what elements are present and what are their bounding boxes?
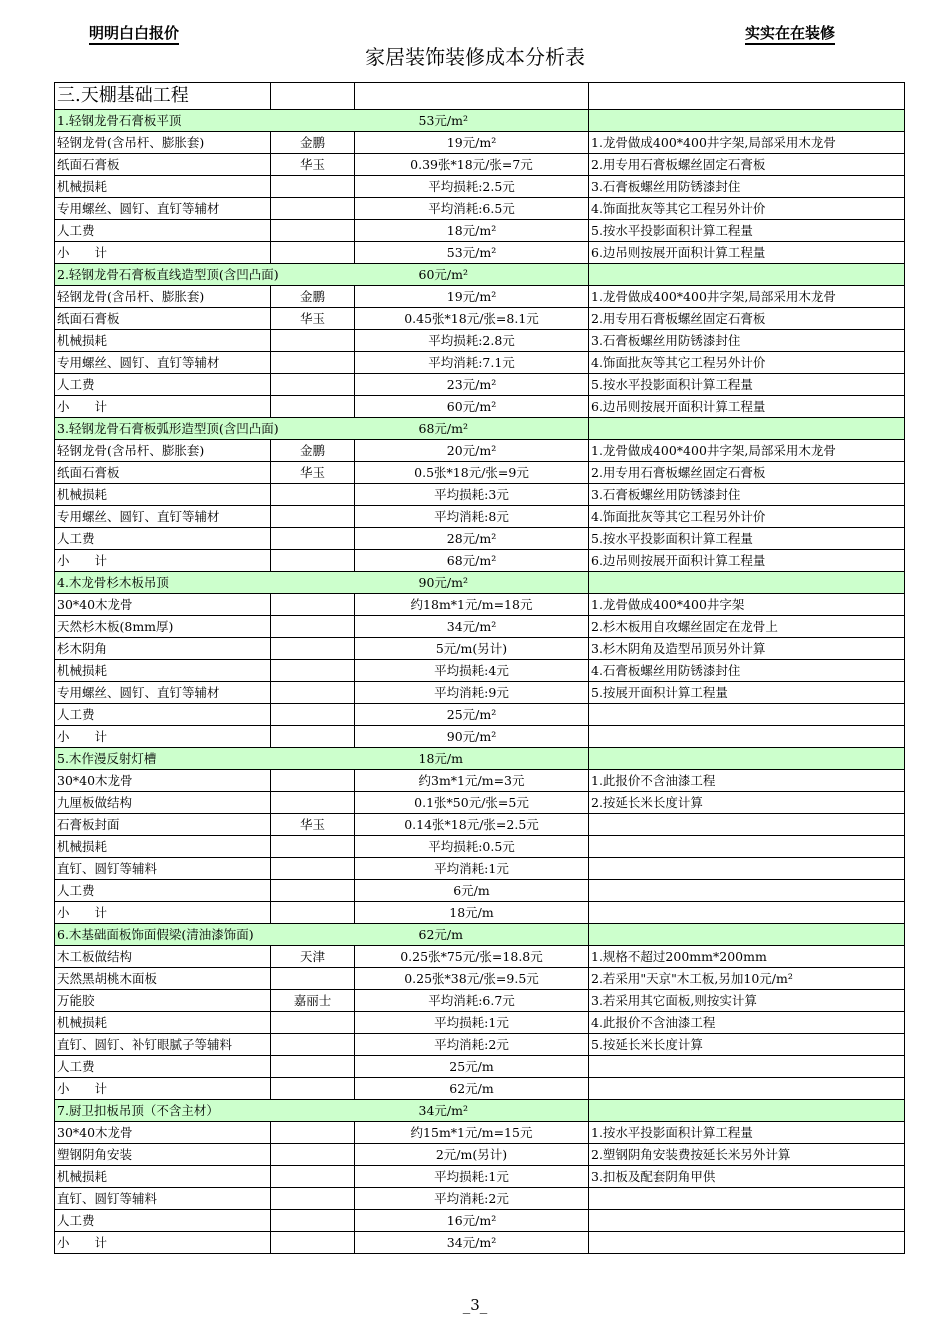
item-cell: 人工费 — [55, 704, 271, 726]
note-cell — [589, 836, 905, 858]
table-row — [55, 880, 905, 902]
quantity-cell: 平均消耗:2元 — [355, 1188, 589, 1210]
group-header-row — [55, 110, 905, 132]
brand-cell — [271, 330, 355, 352]
group-note-blank — [589, 418, 905, 440]
item-cell: 天然杉木板(8mm厚) — [55, 616, 271, 638]
note-cell: 1.龙骨做成400*400井字架,局部采用木龙骨 — [589, 132, 905, 154]
brand-cell — [271, 1166, 355, 1188]
item-cell: 纸面石膏板 — [55, 154, 271, 176]
note-cell: 1.此报价不含油漆工程 — [589, 770, 905, 792]
quantity-cell: 平均消耗:1元 — [355, 858, 589, 880]
item-cell: 机械损耗 — [55, 176, 271, 198]
brand-cell: 嘉丽士 — [271, 990, 355, 1012]
note-cell: 6.边吊则按展开面积计算工程量 — [589, 242, 905, 264]
brand-cell: 华玉 — [271, 814, 355, 836]
quantity-cell: 平均消耗:7.1元 — [355, 352, 589, 374]
table-row — [55, 814, 905, 836]
quantity-cell: 平均损耗:2.5元 — [355, 176, 589, 198]
brand-cell — [271, 1012, 355, 1034]
item-cell: 人工费 — [55, 1210, 271, 1232]
brand-cell — [271, 704, 355, 726]
group-name: 1.轻钢龙骨石膏板平顶 — [55, 110, 355, 132]
item-cell: 轻钢龙骨(含吊杆、膨胀套) — [55, 132, 271, 154]
note-cell: 5.按水平投影面积计算工程量 — [589, 528, 905, 550]
note-cell: 4.饰面批灰等其它工程另外计价 — [589, 506, 905, 528]
table-row — [55, 242, 905, 264]
quantity-cell: 68元/m² — [355, 550, 589, 572]
group-price: 60元/m² — [355, 264, 589, 286]
quantity-cell: 平均损耗:1元 — [355, 1166, 589, 1188]
quantity-cell: 约15m*1元/m=15元 — [355, 1122, 589, 1144]
brand-cell — [271, 792, 355, 814]
table-row — [55, 154, 905, 176]
section-title: 三.天棚基础工程 — [55, 83, 271, 110]
quantity-cell: 0.25张*38元/张=9.5元 — [355, 968, 589, 990]
table-row — [55, 836, 905, 858]
brand-cell — [271, 858, 355, 880]
quantity-cell: 34元/m² — [355, 1232, 589, 1254]
quantity-cell: 28元/m² — [355, 528, 589, 550]
table-row — [55, 286, 905, 308]
item-cell: 小 计 — [55, 396, 271, 418]
table-row — [55, 132, 905, 154]
group-name: 4.木龙骨杉木板吊顶 — [55, 572, 355, 594]
note-cell: 2.塑钢阴角安装费按延长米另外计算 — [589, 1144, 905, 1166]
brand-cell — [271, 726, 355, 748]
brand-cell — [271, 396, 355, 418]
item-cell: 专用螺丝、圆钉、直钉等辅材 — [55, 352, 271, 374]
group-note-blank — [589, 264, 905, 286]
section-blank-cell — [355, 83, 589, 110]
item-cell: 直钉、圆钉、补钉眼腻子等辅料 — [55, 1034, 271, 1056]
item-cell: 杉木阴角 — [55, 638, 271, 660]
brand-cell — [271, 594, 355, 616]
group-header-row — [55, 572, 905, 594]
brand-cell — [271, 550, 355, 572]
quantity-cell: 平均消耗:8元 — [355, 506, 589, 528]
note-cell — [589, 1188, 905, 1210]
quantity-cell: 25元/m² — [355, 704, 589, 726]
brand-cell — [271, 484, 355, 506]
quantity-cell: 0.14张*18元/张=2.5元 — [355, 814, 589, 836]
quantity-cell: 0.39张*18元/张=7元 — [355, 154, 589, 176]
group-note-blank — [589, 572, 905, 594]
table-row — [55, 198, 905, 220]
item-cell: 直钉、圆钉等辅料 — [55, 1188, 271, 1210]
brand-cell: 华玉 — [271, 462, 355, 484]
quantity-cell: 平均损耗:2.8元 — [355, 330, 589, 352]
brand-cell: 天津 — [271, 946, 355, 968]
note-cell: 3.石膏板螺丝用防锈漆封住 — [589, 176, 905, 198]
table-row — [55, 616, 905, 638]
note-cell: 2.用专用石膏板螺丝固定石膏板 — [589, 154, 905, 176]
brand-cell — [271, 1034, 355, 1056]
item-cell: 轻钢龙骨(含吊杆、膨胀套) — [55, 440, 271, 462]
item-cell: 人工费 — [55, 220, 271, 242]
quantity-cell: 19元/m² — [355, 132, 589, 154]
group-name: 3.轻钢龙骨石膏板弧形造型顶(含凹凸面) — [55, 418, 355, 440]
quantity-cell: 18元/m² — [355, 220, 589, 242]
header-right-slogan: 实实在在装修 — [745, 24, 835, 45]
table-row — [55, 1210, 905, 1232]
brand-cell: 金鹏 — [271, 286, 355, 308]
note-cell — [589, 902, 905, 924]
group-note-blank — [589, 748, 905, 770]
page-title: 家居装饰装修成本分析表 — [365, 45, 585, 69]
table-row — [55, 682, 905, 704]
table-row — [55, 858, 905, 880]
note-cell: 5.按展开面积计算工程量 — [589, 682, 905, 704]
item-cell: 机械损耗 — [55, 836, 271, 858]
brand-cell — [271, 836, 355, 858]
brand-cell — [271, 638, 355, 660]
group-price: 53元/m² — [355, 110, 589, 132]
brand-cell: 华玉 — [271, 308, 355, 330]
note-cell — [589, 880, 905, 902]
group-header-row — [55, 418, 905, 440]
brand-cell — [271, 902, 355, 924]
group-price: 34元/m² — [355, 1100, 589, 1122]
item-cell: 30*40木龙骨 — [55, 1122, 271, 1144]
group-name: 6.木基础面板饰面假梁(清油漆饰面) — [55, 924, 355, 946]
brand-cell — [271, 1078, 355, 1100]
brand-cell — [271, 242, 355, 264]
table-row — [55, 528, 905, 550]
quantity-cell: 34元/m² — [355, 616, 589, 638]
note-cell: 5.按水平投影面积计算工程量 — [589, 374, 905, 396]
table-row — [55, 902, 905, 924]
table-row — [55, 946, 905, 968]
table-row — [55, 220, 905, 242]
note-cell: 1.龙骨做成400*400井字架 — [589, 594, 905, 616]
table-row — [55, 726, 905, 748]
brand-cell: 华玉 — [271, 154, 355, 176]
table-row — [55, 1144, 905, 1166]
note-cell — [589, 814, 905, 836]
table-row — [55, 506, 905, 528]
table-row — [55, 1056, 905, 1078]
quantity-cell: 60元/m² — [355, 396, 589, 418]
item-cell: 万能胶 — [55, 990, 271, 1012]
quantity-cell: 平均消耗:9元 — [355, 682, 589, 704]
quantity-cell: 6元/m — [355, 880, 589, 902]
table-row — [55, 1078, 905, 1100]
group-name: 2.轻钢龙骨石膏板直线造型顶(含凹凸面) — [55, 264, 355, 286]
brand-cell — [271, 1210, 355, 1232]
quantity-cell: 5元/m(另计) — [355, 638, 589, 660]
table-row — [55, 440, 905, 462]
note-cell — [589, 726, 905, 748]
brand-cell — [271, 682, 355, 704]
table-row — [55, 968, 905, 990]
item-cell: 人工费 — [55, 374, 271, 396]
table-row — [55, 352, 905, 374]
item-cell: 专用螺丝、圆钉、直钉等辅材 — [55, 198, 271, 220]
table-row — [55, 1188, 905, 1210]
item-cell: 石膏板封面 — [55, 814, 271, 836]
note-cell: 3.石膏板螺丝用防锈漆封住 — [589, 330, 905, 352]
group-header-row — [55, 748, 905, 770]
brand-cell — [271, 528, 355, 550]
note-cell — [589, 858, 905, 880]
brand-cell: 金鹏 — [271, 132, 355, 154]
item-cell: 天然黑胡桃木面板 — [55, 968, 271, 990]
table-row — [55, 484, 905, 506]
quantity-cell: 平均损耗:4元 — [355, 660, 589, 682]
section-header-row — [55, 83, 905, 110]
item-cell: 机械损耗 — [55, 1166, 271, 1188]
brand-cell — [271, 880, 355, 902]
table-row — [55, 660, 905, 682]
quantity-cell: 0.5张*18元/张=9元 — [355, 462, 589, 484]
group-note-blank — [589, 110, 905, 132]
note-cell: 3.扣板及配套阴角甲供 — [589, 1166, 905, 1188]
table-row — [55, 374, 905, 396]
note-cell: 2.用专用石膏板螺丝固定石膏板 — [589, 308, 905, 330]
note-cell: 2.若采用"天京"木工板,另加10元/m² — [589, 968, 905, 990]
item-cell: 纸面石膏板 — [55, 462, 271, 484]
item-cell: 机械损耗 — [55, 660, 271, 682]
table-row — [55, 792, 905, 814]
header-left-slogan: 明明白白报价 — [89, 24, 179, 45]
item-cell: 小 计 — [55, 1078, 271, 1100]
note-cell: 3.杉木阴角及造型吊顶另外计算 — [589, 638, 905, 660]
table-row — [55, 704, 905, 726]
table-row — [55, 176, 905, 198]
cost-table — [54, 82, 905, 1254]
table-row — [55, 1122, 905, 1144]
note-cell: 3.若采用其它面板,则按实计算 — [589, 990, 905, 1012]
note-cell: 1.按水平投影面积计算工程量 — [589, 1122, 905, 1144]
item-cell: 直钉、圆钉等辅料 — [55, 858, 271, 880]
quantity-cell: 平均消耗:6.7元 — [355, 990, 589, 1012]
quantity-cell: 平均损耗:1元 — [355, 1012, 589, 1034]
note-cell: 1.规格不超过200mm*200mm — [589, 946, 905, 968]
brand-cell — [271, 1188, 355, 1210]
item-cell: 纸面石膏板 — [55, 308, 271, 330]
brand-cell — [271, 1232, 355, 1254]
group-header-row — [55, 264, 905, 286]
note-cell: 2.按延长米长度计算 — [589, 792, 905, 814]
group-price: 90元/m² — [355, 572, 589, 594]
brand-cell — [271, 176, 355, 198]
group-price: 68元/m² — [355, 418, 589, 440]
table-row — [55, 396, 905, 418]
item-cell: 专用螺丝、圆钉、直钉等辅材 — [55, 506, 271, 528]
group-price: 62元/m — [355, 924, 589, 946]
note-cell: 6.边吊则按展开面积计算工程量 — [589, 396, 905, 418]
item-cell: 塑钢阴角安装 — [55, 1144, 271, 1166]
quantity-cell: 62元/m — [355, 1078, 589, 1100]
section-blank-cell — [271, 83, 355, 110]
quantity-cell: 0.45张*18元/张=8.1元 — [355, 308, 589, 330]
quantity-cell: 0.1张*50元/张=5元 — [355, 792, 589, 814]
note-cell: 4.此报价不含油漆工程 — [589, 1012, 905, 1034]
cost-table-body — [55, 83, 905, 1254]
item-cell: 小 计 — [55, 902, 271, 924]
note-cell: 6.边吊则按展开面积计算工程量 — [589, 550, 905, 572]
note-cell: 1.龙骨做成400*400井字架,局部采用木龙骨 — [589, 440, 905, 462]
item-cell: 人工费 — [55, 1056, 271, 1078]
note-cell: 4.饰面批灰等其它工程另外计价 — [589, 198, 905, 220]
brand-cell — [271, 1144, 355, 1166]
quantity-cell: 平均损耗:3元 — [355, 484, 589, 506]
quantity-cell: 90元/m² — [355, 726, 589, 748]
table-row — [55, 1012, 905, 1034]
table-row — [55, 1166, 905, 1188]
note-cell: 4.饰面批灰等其它工程另外计价 — [589, 352, 905, 374]
note-cell — [589, 1210, 905, 1232]
note-cell — [589, 1056, 905, 1078]
note-cell: 3.石膏板螺丝用防锈漆封住 — [589, 484, 905, 506]
note-cell: 4.石膏板螺丝用防锈漆封住 — [589, 660, 905, 682]
group-note-blank — [589, 1100, 905, 1122]
quantity-cell: 平均消耗:2元 — [355, 1034, 589, 1056]
quantity-cell: 约18m*1元/m=18元 — [355, 594, 589, 616]
quantity-cell: 18元/m — [355, 902, 589, 924]
quantity-cell: 平均消耗:6.5元 — [355, 198, 589, 220]
note-cell — [589, 1078, 905, 1100]
table-row — [55, 308, 905, 330]
item-cell: 机械损耗 — [55, 484, 271, 506]
group-note-blank — [589, 924, 905, 946]
group-name: 5.木作漫反射灯槽 — [55, 748, 355, 770]
brand-cell — [271, 352, 355, 374]
note-cell: 5.按水平投影面积计算工程量 — [589, 220, 905, 242]
group-header-row — [55, 1100, 905, 1122]
item-cell: 轻钢龙骨(含吊杆、膨胀套) — [55, 286, 271, 308]
item-cell: 机械损耗 — [55, 1012, 271, 1034]
note-cell — [589, 1232, 905, 1254]
note-cell: 1.龙骨做成400*400井字架,局部采用木龙骨 — [589, 286, 905, 308]
note-cell: 2.杉木板用自攻螺丝固定在龙骨上 — [589, 616, 905, 638]
quantity-cell: 20元/m² — [355, 440, 589, 462]
item-cell: 小 计 — [55, 1232, 271, 1254]
table-row — [55, 550, 905, 572]
brand-cell — [271, 968, 355, 990]
quantity-cell: 19元/m² — [355, 286, 589, 308]
group-price: 18元/m — [355, 748, 589, 770]
quantity-cell: 约3m*1元/m=3元 — [355, 770, 589, 792]
item-cell: 30*40木龙骨 — [55, 594, 271, 616]
table-row — [55, 638, 905, 660]
quantity-cell: 平均损耗:0.5元 — [355, 836, 589, 858]
group-name: 7.厨卫扣板吊顶（不含主材） — [55, 1100, 355, 1122]
brand-cell — [271, 770, 355, 792]
item-cell: 小 计 — [55, 242, 271, 264]
item-cell: 30*40木龙骨 — [55, 770, 271, 792]
table-row — [55, 462, 905, 484]
quantity-cell: 23元/m² — [355, 374, 589, 396]
item-cell: 专用螺丝、圆钉、直钉等辅材 — [55, 682, 271, 704]
item-cell: 小 计 — [55, 726, 271, 748]
item-cell: 九厘板做结构 — [55, 792, 271, 814]
brand-cell: 金鹏 — [271, 440, 355, 462]
quantity-cell: 53元/m² — [355, 242, 589, 264]
table-row — [55, 330, 905, 352]
quantity-cell: 25元/m — [355, 1056, 589, 1078]
note-cell: 5.按延长米长度计算 — [589, 1034, 905, 1056]
table-row — [55, 770, 905, 792]
quantity-cell: 2元/m(另计) — [355, 1144, 589, 1166]
brand-cell — [271, 220, 355, 242]
brand-cell — [271, 660, 355, 682]
table-row — [55, 1034, 905, 1056]
quantity-cell: 16元/m² — [355, 1210, 589, 1232]
item-cell: 小 计 — [55, 550, 271, 572]
quantity-cell: 0.25张*75元/张=18.8元 — [355, 946, 589, 968]
page-number: _3_ — [462, 1296, 488, 1314]
brand-cell — [271, 1122, 355, 1144]
brand-cell — [271, 198, 355, 220]
group-header-row — [55, 924, 905, 946]
item-cell: 机械损耗 — [55, 330, 271, 352]
section-blank-cell — [589, 83, 905, 110]
item-cell: 木工板做结构 — [55, 946, 271, 968]
table-row — [55, 594, 905, 616]
table-row — [55, 990, 905, 1012]
note-cell — [589, 704, 905, 726]
note-cell: 2.用专用石膏板螺丝固定石膏板 — [589, 462, 905, 484]
brand-cell — [271, 374, 355, 396]
brand-cell — [271, 616, 355, 638]
item-cell: 人工费 — [55, 880, 271, 902]
table-row — [55, 1232, 905, 1254]
brand-cell — [271, 506, 355, 528]
brand-cell — [271, 1056, 355, 1078]
item-cell: 人工费 — [55, 528, 271, 550]
